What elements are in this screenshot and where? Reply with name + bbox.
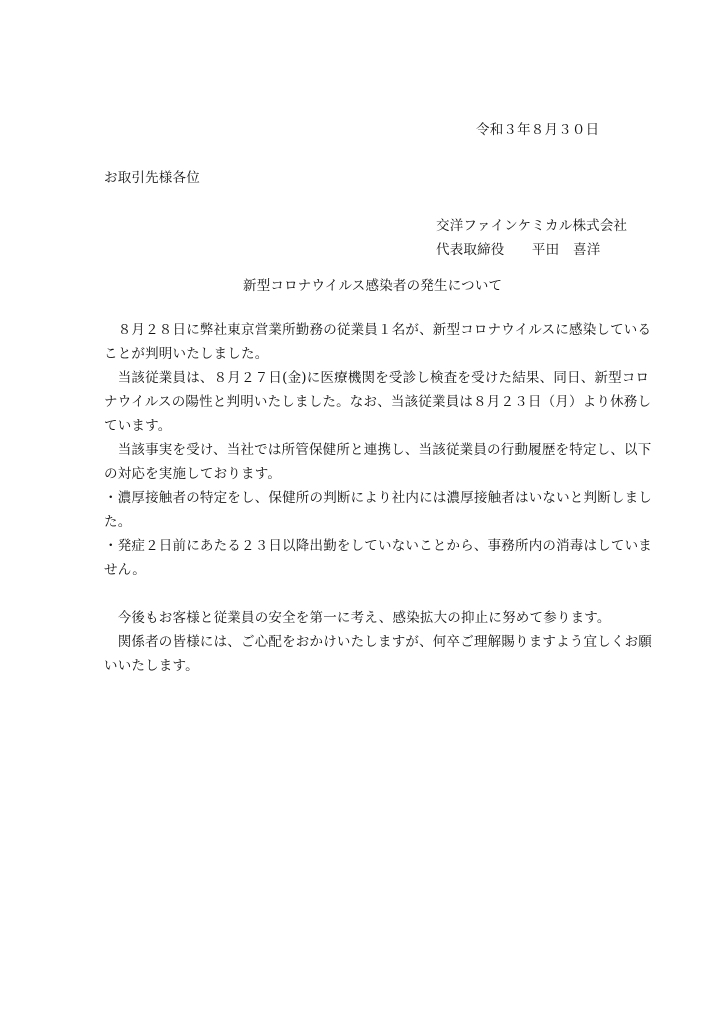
closing-line: 関係者の皆様には、ご心配をおかけいたしますが、何卒ご理解賜りますよう宜しくお願 xyxy=(104,634,652,650)
body-line: た。 xyxy=(104,514,132,530)
body-line: ・濃厚接触者の特定をし、保健所の判断により社内には濃厚接触者はいないと判断しまし xyxy=(104,490,652,506)
body-line: ています。 xyxy=(104,418,172,434)
closing-line: いいたします。 xyxy=(104,658,199,674)
sender-company: 交洋ファインケミカル株式会社 xyxy=(436,218,628,234)
body-line: ナウイルスの陽性と判明いたしました。なお、当該従業員は８月２３日（月）より休務し xyxy=(104,394,652,410)
closing-line: 今後もお客様と従業員の安全を第一に考え、感染拡大の抑止に努めて参ります。 xyxy=(104,610,611,626)
body-line: 当該従業員は、８月２７日(金)に医療機関を受診し検査を受けた結果、同日、新型コロ xyxy=(104,370,650,386)
recipient-line: お取引先様各位 xyxy=(104,170,200,186)
document-title: 新型コロナウイルス感染者の発生について xyxy=(243,278,503,294)
body-line: せん。 xyxy=(104,562,146,578)
body-line: 当該事実を受け、当社では所管保健所と連携し、当該従業員の行動履歴を特定し、以下 xyxy=(104,442,652,458)
body-line: ことが判明いたしました。 xyxy=(104,346,269,362)
sender-representative: 代表取締役 平田 喜洋 xyxy=(436,242,601,258)
body-line: ８月２８日に弊社東京営業所勤務の従業員１名が、新型コロナウイルスに感染している xyxy=(104,322,652,338)
document-date: 令和３年８月３０日 xyxy=(476,122,600,138)
body-line: ・発症２日前にあたる２３日以降出勤をしていないことから、事務所内の消毒はしていま xyxy=(104,538,652,554)
body-line: の対応を実施しております。 xyxy=(104,466,282,482)
